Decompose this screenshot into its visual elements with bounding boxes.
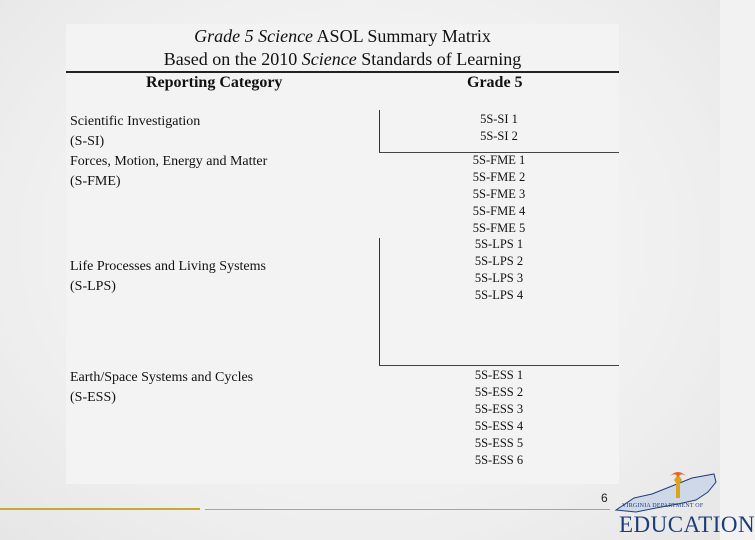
standard-code: 5S-FME 2 — [472, 170, 526, 184]
page-number: 6 — [601, 491, 608, 505]
category-abbr: (S-LPS) — [70, 279, 116, 294]
standard-code: 5S-SI 2 — [480, 129, 518, 143]
category-abbr: (S-SI) — [70, 134, 105, 149]
standard-code: 5S-ESS 2 — [474, 385, 524, 399]
logo-subtitle: VIRGINIA DEPARTMENT OF — [622, 503, 704, 509]
category-abbr: (S-ESS) — [70, 390, 116, 405]
standard-code: 5S-FME 5 — [472, 221, 526, 235]
codes-cell-si — [380, 111, 618, 145]
category-name: Forces, Motion, Energy and Matter — [70, 154, 268, 169]
title-line-1 — [66, 25, 619, 48]
title-line2-italic: Science — [301, 49, 357, 69]
category-name: Earth/Space Systems and Cycles — [70, 370, 254, 385]
category-cell-lps — [70, 257, 266, 297]
category-cell-ess — [70, 368, 253, 408]
category-abbr: (S-FME) — [70, 174, 121, 189]
standard-code: 5S-ESS 6 — [474, 453, 524, 467]
standard-code: 5S-LPS 2 — [474, 254, 524, 268]
codes-cell-fme — [380, 152, 618, 237]
footer-accent-line — [205, 509, 610, 510]
standard-code: 5S-FME 3 — [472, 187, 526, 201]
standard-code: 5S-LPS 1 — [474, 237, 524, 251]
category-cell-si — [70, 112, 200, 152]
standard-code: 5S-SI 1 — [480, 112, 518, 126]
page-title — [66, 25, 619, 71]
standard-code: 5S-LPS 3 — [474, 271, 524, 285]
standard-code: 5S-ESS 1 — [474, 368, 524, 382]
standard-code: 5S-ESS 3 — [474, 402, 524, 416]
category-name: Life Processes and Living Systems — [70, 259, 266, 274]
category-name: Scientific Investigation — [70, 114, 201, 129]
title-line1-rest: ASOL Summary Matrix — [313, 26, 491, 46]
logo-title: EDUCATION — [619, 512, 755, 537]
standard-code: 5S-ESS 5 — [474, 436, 524, 450]
title-line1-italic: Grade 5 Science — [194, 26, 314, 46]
footer-accent-line — [0, 508, 200, 510]
standard-code: 5S-FME 4 — [472, 204, 526, 218]
category-cell-fme — [70, 152, 267, 192]
title-line2-suffix: Standards of Learning — [356, 49, 522, 69]
header-grade: Grade 5 — [467, 74, 523, 91]
title-line-2 — [66, 48, 619, 71]
header-reporting-category: Reporting Category — [146, 74, 283, 91]
title-line2-prefix: Based on the 2010 — [163, 49, 302, 69]
codes-cell-lps — [380, 236, 618, 304]
standard-code: 5S-LPS 4 — [474, 288, 524, 302]
standard-code: 5S-FME 1 — [472, 153, 526, 167]
standard-code: 5S-ESS 4 — [474, 419, 524, 433]
codes-cell-ess — [380, 367, 618, 469]
row-divider — [379, 365, 619, 366]
